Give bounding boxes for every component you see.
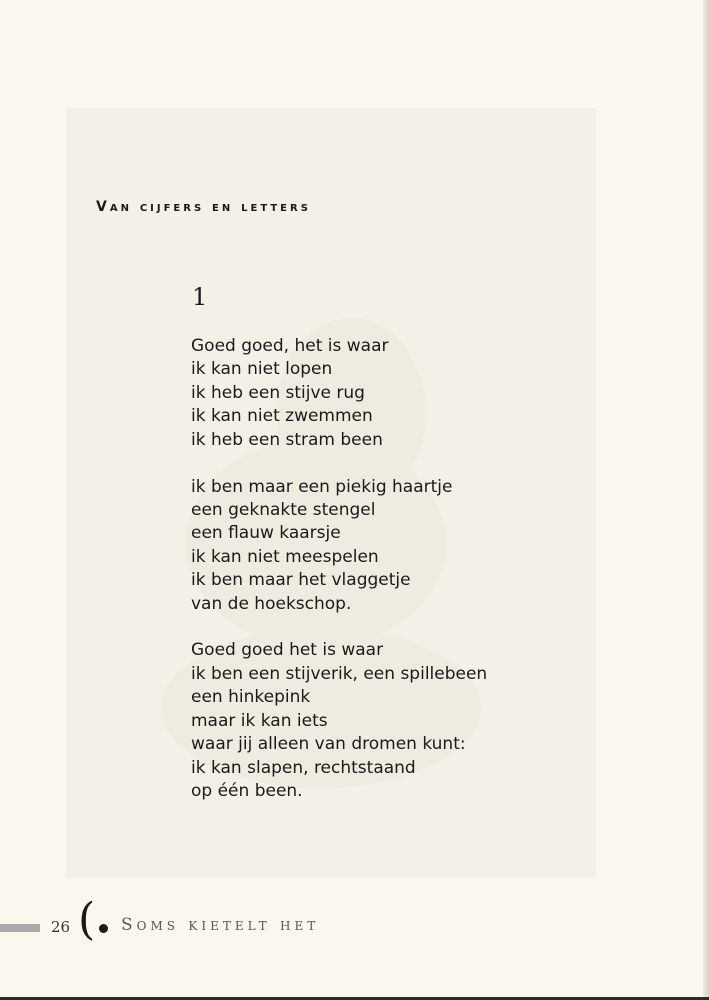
page-edge — [703, 0, 709, 1000]
poem-line: Goed goed, het is waar — [191, 336, 389, 356]
poem-line: ik kan niet lopen — [191, 359, 333, 380]
poem-line: waar jij alleen van dromen kunt: — [191, 734, 466, 755]
poem-body — [191, 335, 487, 827]
poem-line: van de hoekschop. — [191, 593, 352, 614]
poem-line: ik heb een stram been — [191, 429, 383, 450]
poem-line: ik kan niet meespelen — [191, 546, 379, 567]
poem-line: ik heb een stijve rug — [191, 382, 365, 403]
running-title: Soms kietelt het — [121, 915, 320, 935]
poem-number: 1 — [192, 283, 208, 311]
poem-line: maar ik kan iets — [191, 710, 328, 731]
poem-line: ik ben een stijverik, een spillebeen — [191, 663, 488, 684]
bullet-icon — [99, 924, 108, 933]
poem-line: een geknakte stengel — [191, 499, 376, 520]
poem-line: op één been. — [191, 780, 303, 801]
footer-bar — [0, 924, 40, 932]
footer-parenthesis: ( — [78, 894, 96, 945]
poem-line: ik kan slapen, rechtstaand — [191, 757, 416, 778]
poem-line: een hinkepink — [191, 687, 311, 708]
poem-line: ik ben maar een piekig haartje — [191, 476, 453, 497]
poem-line: een flauw kaarsje — [191, 523, 341, 544]
stanza — [191, 335, 487, 452]
stanza — [191, 639, 487, 803]
poem-line: ik kan niet zwemmen — [191, 406, 373, 427]
poem-line: Goed goed het is waar — [191, 640, 384, 661]
section-title: Van cijfers en letters — [96, 199, 311, 215]
poem-line: ik ben maar het vlaggetje — [191, 570, 411, 591]
page-number: 26 — [51, 918, 71, 936]
stanza — [191, 476, 487, 616]
